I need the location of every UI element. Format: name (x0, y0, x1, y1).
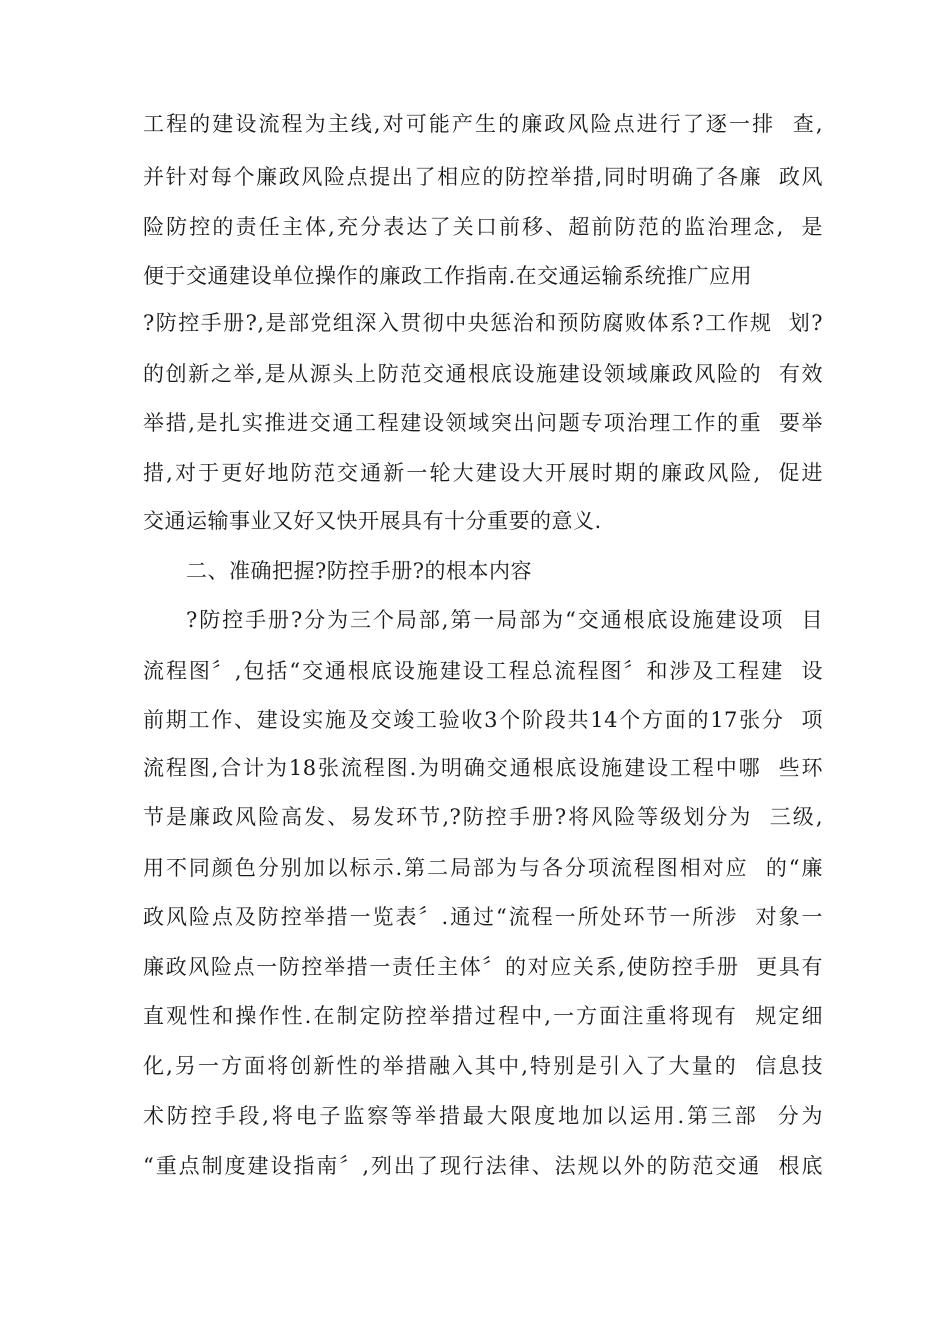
text-line: 化,另一方面将创新性的举措融入其中,特别是引入了大量的 信息技 (143, 1054, 823, 1078)
text-line: 节是廉政风险高发、易发环节,?防控手册?将风险等级划分为 三级, (143, 805, 823, 829)
text-line: 直观性和操作性.在制定防控举措过程中,一方面注重将现有 规定细 (143, 1004, 823, 1028)
text-line: 流程图,合计为18张流程图.为明确交通根底设施建设工程中哪 些环 (143, 756, 823, 780)
text-line: 险防控的责任主体,充分表达了关口前移、超前防范的监治理念, 是 (143, 215, 823, 239)
paragraph-first-line: ?防控手册?分为三个局部,第一局部为“交通根底设施建设项 目 (186, 608, 823, 632)
text-line: “重点制度建设指南〞,列出了现行法律、法规以外的防范交通 根底 (143, 1154, 823, 1178)
text-line: 举措,是扎实推进交通工程建设领域突出问题专项治理工作的重 要举 (143, 411, 823, 435)
paragraph-end-line: 交通运输事业又好又快开展具有十分重要的意义. (143, 509, 602, 533)
text-line: 流程图〞,包括“交通根底设施建设工程总流程图〞和涉及工程建 设 (143, 659, 823, 683)
text-line: 政风险点及防控举措一览表〞.通过“流程一所处环节一所涉 对象一 (143, 905, 823, 929)
text-line: 工程的建设流程为主线,对可能产生的廉政风险点进行了逐一排 查, (143, 112, 823, 136)
text-line: 术防控手段,将电子监察等举措最大限度地加以运用.第三部 分为 (143, 1104, 823, 1128)
text-line: 前期工作、建设实施及交竣工验收3个阶段共14个方面的17张分 项 (143, 708, 823, 732)
text-line: 廉政风险点一防控举措一责任主体〞的对应关系,使防控手册 更具有 (143, 955, 823, 979)
text-line: ?防控手册?,是部党组深入贯彻中央惩治和预防腐败体系?工作规 划? (143, 311, 823, 335)
text-line: 措,对于更好地防范交通新一轮大建设大开展时期的廉政风险, 促进 (143, 461, 823, 485)
text-line: 用不同颜色分别加以标示.第二局部为与各分项流程图相对应 的“廉 (143, 856, 823, 880)
text-line: 的创新之举,是从源头上防范交通根底设施建设领域廉政风险的 有效 (143, 362, 823, 386)
text-line: 便于交通建设单位操作的廉政工作指南.在交通运输系统推广应用 (143, 264, 753, 288)
section-heading: 二、准确把握?防控手册?的根本内容 (186, 559, 533, 583)
text-line: 并针对每个廉政风险点提出了相应的防控举措,同时明确了各廉 政风 (143, 165, 823, 189)
